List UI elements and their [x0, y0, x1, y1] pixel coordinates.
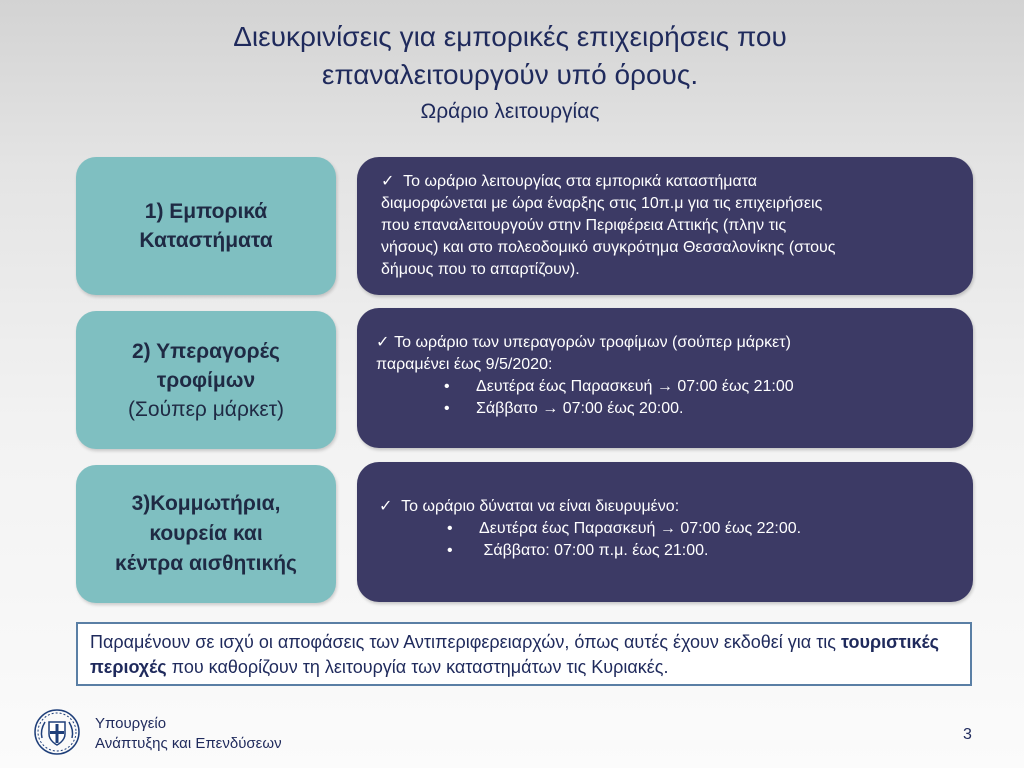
info-box-retail [357, 157, 973, 295]
category-line: 2) Υπεραγορές [132, 339, 280, 363]
list-item [376, 398, 957, 420]
hours: 07:00 έως 21:00 [677, 378, 794, 395]
arrow-right-icon: → [542, 400, 559, 417]
bullet-icon: • [444, 400, 450, 417]
note-text: Παραμένουν σε ισχύ οι αποφάσεις των Αντιπεριφερειαρχών, όπως αυτές έχουν εκδοθεί για [90, 632, 812, 652]
hours: 07:00 έως 22:00. [680, 520, 802, 537]
info-box-hairdressers [357, 462, 973, 602]
category-box-hairdressers [76, 465, 336, 603]
list-item [379, 518, 957, 540]
day-range: Σάββατο [476, 400, 538, 417]
note-bold-text: τουριστικές περιοχές [90, 632, 939, 677]
info-text: Το ωράριο δύναται να είναι διευρυμένο: [397, 498, 680, 515]
day-range: Δευτέρα έως Παρασκευή [476, 378, 653, 395]
info-line: παραμένει έως 9/5/2020: [376, 356, 553, 373]
checkmark-icon: ✓ [379, 498, 393, 515]
slide-title [150, 18, 870, 94]
hours-list [376, 376, 957, 420]
info-line: δήμους που το απαρτίζουν). [381, 261, 580, 278]
info-line: νήσους) και στο πολεοδομικό συγκρότημα Θεσσαλονίκης (στους [381, 239, 836, 256]
info-text: Το ωράριο λειτουργίας στα εμπορικά καταστήματα [399, 173, 758, 190]
category-box-retail [76, 157, 336, 295]
category-line: κέντρα αισθητικής [115, 552, 297, 575]
category-box-supermarkets [76, 311, 336, 449]
arrow-right-icon: → [659, 520, 676, 537]
info-line: που επαναλειτουργούν στην Περιφέρεια Αττικής (πλην τις [381, 217, 787, 234]
info-line [376, 332, 957, 354]
category-line: κουρεία και [149, 522, 263, 545]
category-line: (Σούπερ μάρκετ) [127, 397, 285, 421]
ministry-line: Υπουργείο [95, 715, 167, 732]
title-line-1: Διευκρινίσεις για εμπορικές επιχειρήσεις που [233, 21, 787, 52]
bullet-icon: • [447, 520, 453, 537]
note-text: τις [816, 632, 841, 652]
page-number: 3 [963, 726, 972, 743]
category-line: 1) Εμπορικά [144, 200, 268, 223]
title-line-2: επαναλειτουργούν υπό όρους. [321, 59, 699, 90]
hours: 07:00 έως 20:00. [562, 400, 684, 417]
info-text: Το ωράριο των υπεραγορών τροφίμων (σούπερ μάρκετ) [390, 334, 791, 351]
category-line: 3)Κομμωτήρια, [131, 492, 281, 515]
hours-text: Σάββατο: 07:00 π.μ. έως 21:00. [479, 542, 709, 559]
info-line [381, 171, 957, 193]
hours-list [379, 518, 957, 562]
arrow-right-icon: → [656, 378, 673, 395]
list-item [379, 540, 957, 562]
sunday-note-box [76, 622, 972, 686]
hellenic-republic-emblem-icon [33, 708, 81, 756]
bullet-icon: • [447, 542, 453, 559]
checkmark-icon: ✓ [381, 173, 395, 190]
category-line: τροφίμων [156, 368, 256, 392]
list-item [376, 376, 957, 398]
day-range: Δευτέρα έως Παρασκευή [479, 520, 656, 537]
category-line: Καταστήματα [139, 229, 273, 252]
info-box-supermarkets [357, 308, 973, 448]
slide-subtitle: Ωράριο λειτουργίας [420, 100, 600, 123]
ministry-line: Ανάπτυξης και Επενδύσεων [95, 735, 282, 752]
checkmark-icon: ✓ [376, 334, 390, 351]
info-line [379, 496, 957, 518]
bullet-icon: • [444, 378, 450, 395]
ministry-name [95, 714, 282, 754]
note-text: που καθορίζουν τη λειτουργία των καταστημάτων τις Κυριακές. [166, 657, 669, 677]
info-line: διαμορφώνεται με ώρα έναρξης στις 10π.μ για τις επιχειρήσεις [381, 195, 823, 212]
